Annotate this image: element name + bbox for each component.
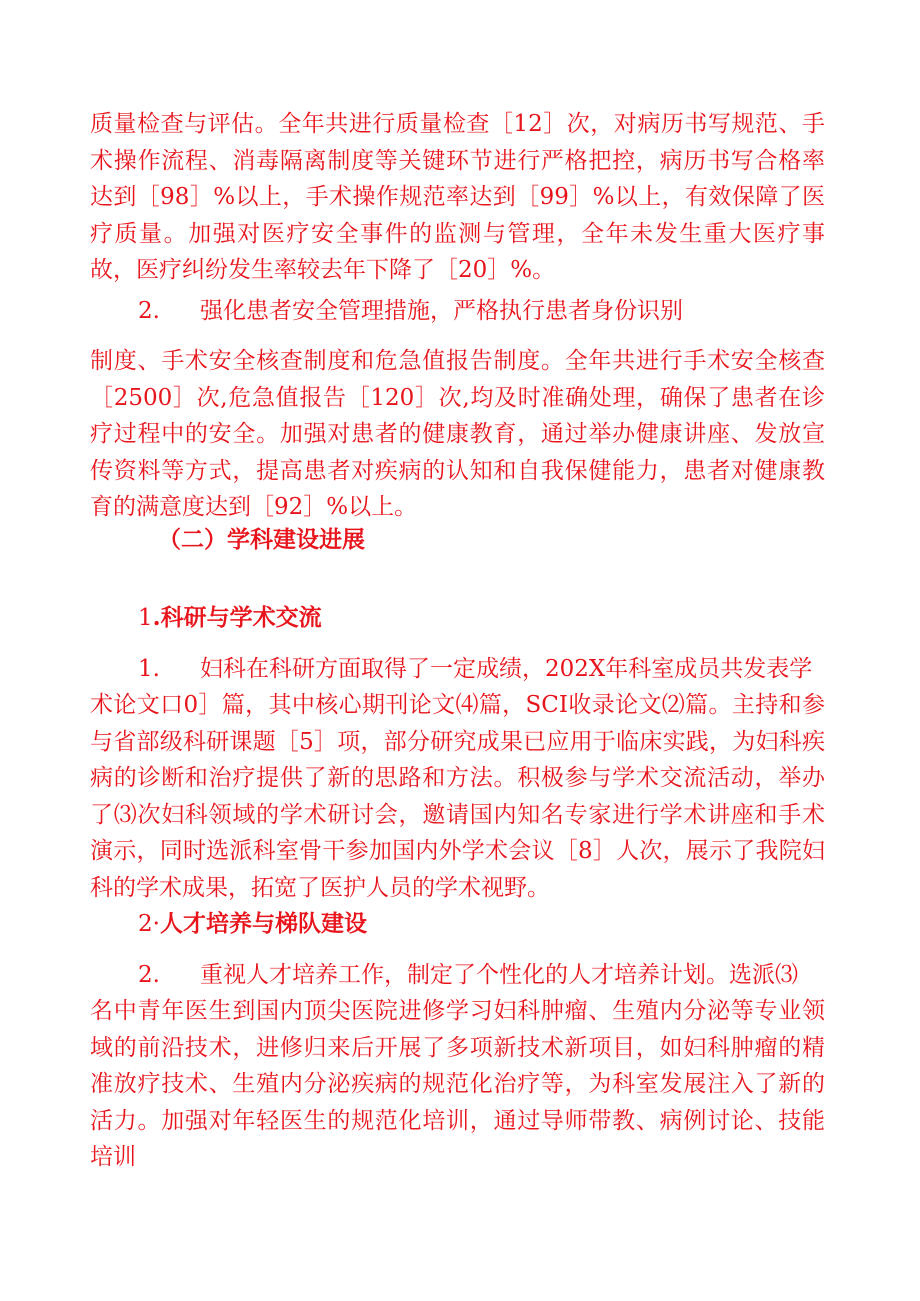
list-item-text: 强化患者安全管理措施，严格执行患者身份识别 [200, 298, 683, 324]
list-item-text: 重视人才培养工作，制定了个性化的人才培养计划。选派⑶ [200, 962, 798, 988]
list-item-2-patient-safety [138, 293, 683, 330]
paragraph-talent: 名中青年医生到国内顶尖医院进修学习妇科肿瘤、生殖内分泌等专业领域的前沿技术，进修归来后开展了多项新技术新项目，如妇科肿瘤的精准放疗技术、生殖内分泌疾病的规范化治疗等，为科室发展注入了新的活力。加强对年轻医生的规范化培训，通过导师带教、病例讨论、技能培训 [90, 998, 825, 1170]
subsection-number: 1 [138, 605, 153, 631]
section-heading-discipline-construction: （二）学科建设进展 [158, 526, 365, 553]
paragraph-patient-safety: 制度、手术安全核查制度和危急值报告制度。全年共进行手术安全核查［2500］次,危急值报告［120］次,均及时准确处理，确保了患者在诊疗过程中的安全。加强对患者的健康教育，通过举办健康讲座、发放宣传资料等方式，提高患者对疾病的认知和自我保健能力，患者对健康教育的满意度达到［92］%以上。 [90, 348, 825, 520]
list-item-number: 2. [138, 298, 160, 324]
paragraph-quality-check: 质量检查与评估。全年共进行质量检查［12］次，对病历书写规范、手术操作流程、消毒隔离制度等关键环节进行严格把控，病历书写合格率达到［98］%以上，手术操作规范率达到［99］%以上，有效保障了医疗质量。加强对医疗安全事件的监测与管理，全年未发生重大医疗事故，医疗纠纷发生率较去年下降了［20］%。 [90, 111, 825, 283]
list-item-1-research [138, 651, 812, 688]
subsection-heading-research [138, 600, 322, 636]
list-item-number: 1. [138, 656, 160, 682]
list-item-number: 2. [138, 962, 160, 988]
list-item-2-talent [138, 957, 798, 994]
subsection-title: 人才培养与梯队建设 [159, 910, 367, 937]
subsection-number: 2· [138, 911, 160, 937]
list-item-text: 妇科在科研方面取得了一定成绩，202X年科室成员共发表学 [200, 656, 813, 682]
paragraph-research: 术论文口0］篇，其中核心期刊论文⑷篇，SCI收录论文⑵篇。主持和参与省部级科研课题［5］项，部分研究成果已应用于临床实践，为妇科疾病的诊断和治疗提供了新的思路和方法。积极参与学术交流活动，举办了⑶次妇科领域的学术研讨会，邀请国内知名专家进行学术讲座和手术演示，同时选派科室骨干参加国内外学术会议［8］人次，展示了我院妇科的学术成果，拓宽了医护人员的学术视野。 [90, 692, 825, 901]
subsection-heading-talent [138, 906, 367, 942]
subsection-title: .科研与学术交流 [152, 604, 322, 631]
